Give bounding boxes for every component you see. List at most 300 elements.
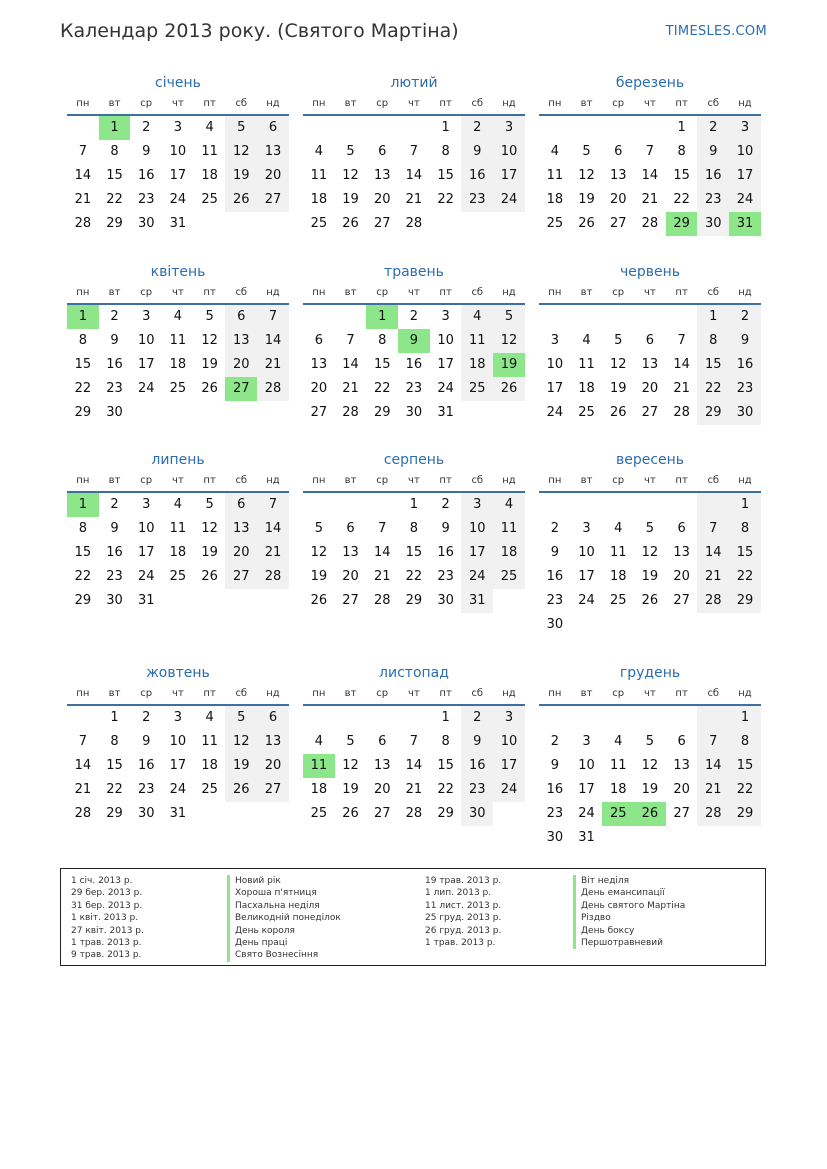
day-cell: 2 (729, 305, 761, 329)
day-cell: 29 (729, 589, 761, 613)
weekday-label: сб (707, 98, 720, 109)
day-cell: 22 (405, 569, 423, 584)
weekday-label: вт (108, 475, 121, 486)
weekday-label: нд (502, 287, 516, 298)
day-cell: 14 (405, 168, 423, 183)
week-row (539, 613, 761, 637)
legend-date: 9 трав. 2013 р. (71, 950, 142, 961)
day-cell: 17 (578, 569, 595, 584)
empty-cell (571, 613, 603, 637)
day-cell: 16 (137, 168, 155, 183)
day-cell: 7 (346, 333, 355, 348)
day-cell: 7 (409, 734, 419, 749)
empty-cell (634, 305, 666, 329)
weekday-label: пн (548, 475, 562, 486)
day-cell: 9 (110, 333, 119, 348)
month-5 (303, 261, 525, 425)
day-cell: 28 (74, 806, 92, 821)
empty-cell (194, 401, 226, 425)
day-cell: 3 (461, 493, 493, 517)
day-cell: 20 (673, 569, 690, 584)
day-cell: 12 (201, 333, 218, 348)
legend-date: 1 трав. 2013 р. (425, 937, 496, 948)
day-cell: 26 (201, 381, 218, 396)
week-row (539, 802, 761, 826)
day-cell: 18 (461, 353, 493, 377)
day-cell: 11 (201, 144, 218, 159)
empty-cell (666, 826, 698, 850)
empty-cell (697, 706, 729, 730)
legend-holiday-name: День короля (227, 925, 341, 937)
legend-date: 1 квіт. 2013 р. (71, 913, 139, 924)
day-cell: 2 (142, 120, 151, 135)
day-cell: 1 (110, 710, 119, 725)
empty-cell (194, 802, 226, 826)
day-cell: 22 (729, 565, 761, 589)
day-cell: 30 (106, 593, 123, 608)
weekday-header (539, 94, 761, 116)
day-cell: 15 (74, 545, 92, 560)
holiday-day-cell: 29 (666, 212, 698, 236)
day-cell: 2 (110, 497, 119, 512)
legend-holiday-name: Хороша п'ятниця (227, 887, 341, 899)
day-cell: 15 (106, 168, 123, 183)
week-row (303, 188, 525, 212)
day-cell: 2 (697, 116, 729, 140)
empty-cell (303, 305, 335, 329)
day-cell: 13 (310, 357, 328, 372)
day-cell: 22 (437, 782, 454, 797)
legend-holiday-name: День емансипації (573, 887, 685, 899)
day-cell: 26 (493, 377, 525, 401)
weekday-label: нд (502, 688, 516, 699)
day-cell: 8 (409, 521, 419, 536)
empty-cell (398, 706, 430, 730)
day-cell: 25 (201, 782, 218, 797)
day-cell: 5 (225, 116, 257, 140)
day-cell: 3 (729, 116, 761, 140)
day-cell: 3 (173, 120, 183, 135)
day-cell: 23 (461, 778, 493, 802)
empty-cell (571, 706, 603, 730)
day-cell: 8 (677, 144, 686, 159)
holiday-day-cell: 26 (634, 802, 666, 826)
weekday-label: ср (376, 475, 389, 486)
day-cell: 26 (225, 778, 257, 802)
holiday-day-cell: 9 (398, 329, 430, 353)
month-name: квітень (150, 264, 206, 280)
day-cell: 22 (437, 192, 454, 207)
holiday-day-cell: 27 (225, 377, 257, 401)
empty-cell (634, 706, 666, 730)
day-cell: 5 (582, 144, 591, 159)
weekday-label: пн (76, 475, 90, 486)
day-cell: 20 (310, 381, 328, 396)
weekday-header (67, 283, 289, 305)
day-cell: 28 (405, 216, 423, 231)
day-cell: 14 (342, 357, 359, 372)
month-10 (67, 662, 289, 826)
day-cell: 18 (609, 782, 627, 797)
weekday-label: пт (439, 688, 452, 699)
empty-cell (634, 826, 666, 850)
week-row (67, 353, 289, 377)
day-cell: 3 (173, 710, 183, 725)
day-cell: 7 (409, 144, 419, 159)
day-cell: 20 (373, 782, 391, 797)
week-row (67, 541, 289, 565)
weekday-label: нд (738, 688, 752, 699)
day-cell: 24 (169, 192, 187, 207)
day-cell: 15 (106, 758, 123, 773)
weekday-header (67, 94, 289, 116)
weekday-label: ср (612, 475, 625, 486)
holiday-day-cell: 31 (729, 212, 761, 236)
day-cell: 3 (142, 309, 151, 324)
weekday-label: нд (266, 287, 280, 298)
day-cell: 8 (697, 329, 729, 353)
day-cell: 27 (225, 565, 257, 589)
week-row (303, 493, 525, 517)
holiday-legend (60, 868, 766, 966)
day-cell: 24 (493, 778, 525, 802)
weekday-label: вт (344, 287, 357, 298)
day-cell: 22 (106, 782, 123, 797)
day-cell: 2 (461, 706, 493, 730)
week-row (67, 377, 289, 401)
week-row (303, 140, 525, 164)
day-cell: 29 (74, 405, 92, 420)
day-cell: 26 (310, 593, 328, 608)
day-cell: 21 (673, 381, 690, 396)
empty-cell (162, 589, 194, 613)
day-cell: 24 (729, 188, 761, 212)
day-cell: 5 (346, 734, 355, 749)
day-cell: 31 (169, 806, 187, 821)
month-name: листопад (379, 665, 449, 681)
day-cell: 1 (677, 120, 686, 135)
weekday-label: вт (580, 475, 593, 486)
day-cell: 29 (697, 401, 729, 425)
empty-cell (493, 401, 525, 425)
day-cell: 24 (578, 593, 595, 608)
week-row (67, 329, 289, 353)
day-cell: 20 (225, 541, 257, 565)
empty-cell (461, 212, 493, 236)
empty-cell (634, 613, 666, 637)
weekday-label: пн (548, 98, 562, 109)
weekday-label: чт (644, 287, 656, 298)
day-cell: 17 (729, 164, 761, 188)
day-cell: 26 (201, 569, 218, 584)
day-cell: 4 (314, 144, 323, 159)
day-cell: 8 (441, 734, 450, 749)
empty-cell (634, 116, 666, 140)
day-cell: 8 (378, 333, 387, 348)
day-cell: 2 (409, 309, 419, 324)
holiday-day-cell: 1 (366, 305, 398, 329)
weekday-label: сб (235, 287, 248, 298)
empty-cell (666, 493, 698, 517)
legend-holiday-name: Пасхальна неділя (227, 900, 341, 912)
week-row (303, 517, 525, 541)
day-cell: 20 (257, 754, 289, 778)
week-row (67, 164, 289, 188)
month-name: червень (619, 264, 681, 280)
day-cell: 29 (729, 802, 761, 826)
day-cell: 5 (346, 144, 355, 159)
legend-names-right (573, 875, 685, 949)
weekday-label: чт (172, 98, 184, 109)
weekday-label: пт (439, 287, 452, 298)
legend-date: 19 трав. 2013 р. (425, 876, 502, 886)
day-cell: 25 (201, 192, 218, 207)
legend-holiday-name: Новий рік (227, 875, 341, 887)
day-cell: 11 (546, 168, 564, 183)
week-row (67, 565, 289, 589)
week-row (67, 212, 289, 236)
weekday-label: нд (266, 688, 280, 699)
day-cell: 20 (257, 164, 289, 188)
month-4 (67, 261, 289, 425)
day-cell: 24 (137, 569, 155, 584)
day-cell: 29 (373, 405, 391, 420)
day-cell: 9 (697, 140, 729, 164)
day-cell: 19 (225, 164, 257, 188)
day-cell: 4 (493, 493, 525, 517)
weekday-header (303, 94, 525, 116)
day-cell: 24 (546, 405, 564, 420)
weekday-label: сб (707, 688, 720, 699)
day-cell: 6 (677, 521, 686, 536)
day-cell: 5 (614, 333, 623, 348)
weekday-label: сб (707, 475, 720, 486)
weekday-label: сб (235, 98, 248, 109)
day-cell: 29 (106, 806, 123, 821)
day-cell: 3 (493, 116, 525, 140)
day-cell: 30 (697, 212, 729, 236)
day-cell: 22 (673, 192, 690, 207)
day-cell: 6 (378, 734, 387, 749)
weekday-label: вт (344, 98, 357, 109)
weekday-label: сб (471, 98, 484, 109)
weekday-label: нд (738, 287, 752, 298)
day-cell: 9 (461, 140, 493, 164)
day-cell: 11 (169, 333, 187, 348)
empty-cell (257, 802, 289, 826)
day-cell: 10 (729, 140, 761, 164)
legend-holiday-name: Великодній понеділок (227, 912, 341, 924)
day-cell: 2 (550, 521, 559, 536)
day-cell: 22 (74, 381, 92, 396)
week-row (539, 826, 761, 850)
day-cell: 22 (373, 381, 391, 396)
holiday-day-cell: 1 (99, 116, 131, 140)
day-cell: 23 (729, 377, 761, 401)
day-cell: 14 (257, 517, 289, 541)
weekday-label: чт (408, 287, 420, 298)
day-cell: 7 (697, 517, 729, 541)
day-cell: 6 (225, 305, 257, 329)
weekday-label: пн (312, 475, 326, 486)
day-cell: 25 (493, 565, 525, 589)
week-row (67, 116, 289, 140)
day-cell: 19 (578, 192, 595, 207)
weekday-header (539, 471, 761, 493)
empty-cell (602, 826, 634, 850)
week-row (303, 353, 525, 377)
week-row (539, 493, 761, 517)
day-cell: 7 (78, 734, 87, 749)
empty-cell (539, 116, 571, 140)
week-row (303, 116, 525, 140)
day-cell: 1 (441, 710, 450, 725)
day-cell: 12 (641, 758, 659, 773)
day-cell: 6 (257, 706, 289, 730)
day-cell: 16 (106, 357, 123, 372)
day-cell: 30 (137, 216, 155, 231)
day-cell: 13 (257, 140, 289, 164)
day-cell: 7 (378, 521, 387, 536)
empty-cell (539, 305, 571, 329)
day-cell: 12 (342, 168, 359, 183)
day-cell: 30 (137, 806, 155, 821)
day-cell: 8 (110, 734, 119, 749)
week-row (539, 706, 761, 730)
weekday-label: вт (580, 98, 593, 109)
day-cell: 5 (645, 521, 655, 536)
day-cell: 23 (437, 569, 454, 584)
week-row (303, 589, 525, 613)
day-cell: 3 (582, 734, 591, 749)
weekday-label: нд (266, 98, 280, 109)
day-cell: 16 (106, 545, 123, 560)
holiday-day-cell: 1 (67, 493, 99, 517)
weekday-label: пн (312, 287, 326, 298)
weekday-label: пн (312, 688, 326, 699)
day-cell: 25 (461, 377, 493, 401)
empty-cell (335, 493, 367, 517)
month-3 (539, 72, 761, 236)
empty-cell (539, 493, 571, 517)
day-cell: 28 (373, 593, 391, 608)
week-row (303, 305, 525, 329)
week-row (303, 377, 525, 401)
day-cell: 27 (257, 778, 289, 802)
day-cell: 17 (137, 545, 155, 560)
week-row (539, 329, 761, 353)
day-cell: 7 (257, 493, 289, 517)
week-row (303, 164, 525, 188)
weekday-label: чт (644, 688, 656, 699)
weekday-header (539, 283, 761, 305)
day-cell: 17 (169, 758, 187, 773)
month-8 (303, 449, 525, 613)
day-cell: 13 (342, 545, 359, 560)
week-row (67, 401, 289, 425)
week-row (67, 589, 289, 613)
day-cell: 1 (441, 120, 450, 135)
day-cell: 18 (609, 569, 627, 584)
week-row (303, 706, 525, 730)
day-cell: 15 (437, 168, 454, 183)
weekday-header (67, 684, 289, 706)
week-row (539, 565, 761, 589)
weekday-header (303, 283, 525, 305)
day-cell: 21 (257, 353, 289, 377)
empty-cell (303, 116, 335, 140)
day-cell: 14 (641, 168, 659, 183)
day-cell: 26 (342, 806, 359, 821)
weekday-label: пт (203, 475, 216, 486)
week-row (539, 377, 761, 401)
site-link[interactable]: TIMESLES.COM (665, 24, 767, 39)
weekday-label: пт (675, 287, 688, 298)
day-cell: 18 (169, 545, 187, 560)
day-cell: 10 (461, 517, 493, 541)
month-name: березень (615, 75, 685, 91)
week-row (67, 517, 289, 541)
day-cell: 8 (729, 730, 761, 754)
weekday-label: вт (580, 287, 593, 298)
week-row (539, 541, 761, 565)
day-cell: 12 (578, 168, 595, 183)
empty-cell (602, 305, 634, 329)
day-cell: 29 (74, 593, 92, 608)
week-row (67, 140, 289, 164)
legend-date: 11 лист. 2013 р. (425, 900, 502, 911)
weekday-label: вт (108, 287, 121, 298)
day-cell: 21 (697, 565, 729, 589)
day-cell: 27 (373, 806, 391, 821)
day-cell: 3 (550, 333, 559, 348)
day-cell: 3 (493, 706, 525, 730)
week-row (303, 802, 525, 826)
day-cell: 23 (137, 192, 155, 207)
weekday-label: пн (76, 98, 90, 109)
day-cell: 20 (373, 192, 391, 207)
day-cell: 9 (142, 144, 151, 159)
day-cell: 2 (441, 497, 450, 512)
empty-cell (162, 401, 194, 425)
day-cell: 28 (697, 802, 729, 826)
day-cell: 13 (609, 168, 627, 183)
month-7 (67, 449, 289, 613)
weekday-label: пн (548, 688, 562, 699)
day-cell: 31 (169, 216, 187, 231)
empty-cell (697, 613, 729, 637)
day-cell: 21 (257, 541, 289, 565)
weekday-label: чт (172, 475, 184, 486)
day-cell: 21 (373, 569, 391, 584)
day-cell: 29 (405, 593, 423, 608)
day-cell: 2 (550, 734, 559, 749)
week-row (303, 754, 525, 778)
day-cell: 6 (645, 333, 655, 348)
day-cell: 18 (169, 357, 187, 372)
empty-cell (571, 305, 603, 329)
day-cell: 9 (550, 545, 559, 560)
month-name: жовтень (146, 665, 210, 681)
legend-names-left (227, 875, 341, 962)
weekday-header (303, 471, 525, 493)
day-cell: 30 (546, 830, 564, 845)
weekday-label: вт (108, 98, 121, 109)
day-cell: 15 (437, 758, 454, 773)
day-cell: 9 (110, 521, 119, 536)
day-cell: 23 (546, 593, 564, 608)
day-cell: 11 (609, 545, 627, 560)
